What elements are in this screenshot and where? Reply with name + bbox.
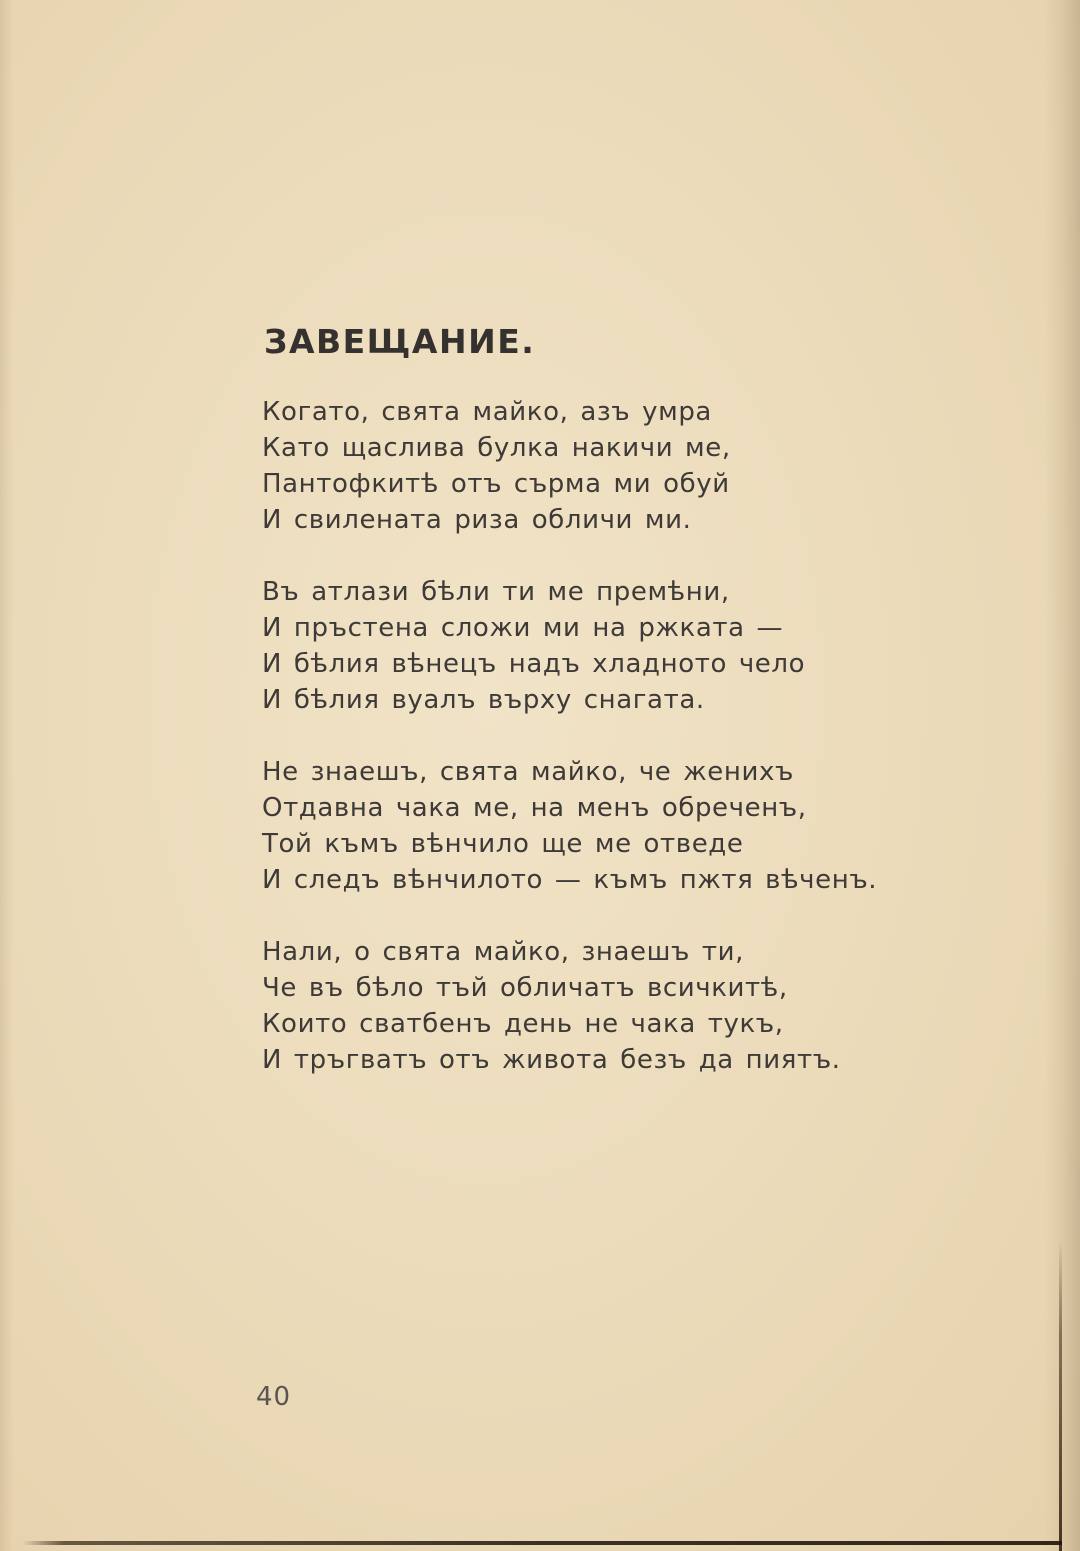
poem-line: Той къмъ вѣнчило ще ме отведе (262, 829, 744, 859)
poem-line: И тръгватъ отъ живота безъ да пиятъ. (262, 1045, 841, 1075)
poem-line: Отдавна чака ме, на менъ обреченъ, (262, 793, 807, 823)
page-left-edge-shadow (0, 0, 14, 1551)
page-bottom-edge (22, 1541, 1062, 1545)
poem-line: Не знаешъ, свята майко, че женихъ (262, 757, 794, 787)
stanza-1 (262, 394, 962, 538)
poem-line: Които сватбенъ день не чака тукъ, (262, 1009, 784, 1039)
poem-line: Когато, свята майко, азъ умра (262, 397, 712, 427)
stanza-4 (262, 934, 962, 1078)
page-binding-shadow (1044, 0, 1080, 1551)
poem-line: Че въ бѣло тъй обличатъ всичкитѣ, (262, 973, 788, 1003)
page-number: 40 (256, 1382, 292, 1412)
poem-line: И свилената риза обличи ми. (262, 505, 692, 535)
poem-line: И следъ вѣнчилото — къмъ пжтя вѣченъ. (262, 865, 878, 895)
poem-line: Въ атлази бѣли ти ме премѣни, (262, 577, 730, 607)
page-binding-line (1059, 1240, 1062, 1551)
poem-line: Като щаслива булка накичи ме, (262, 433, 731, 463)
poem-line: И пръстена сложи ми на ржката — (262, 613, 784, 643)
poem-line: Нали, о свята майко, знаешъ ти, (262, 937, 744, 967)
poem-line: И бѣлия вѣнецъ надъ хладното чело (262, 649, 806, 679)
poem (262, 320, 962, 1114)
poem-line: И бѣлия вуалъ върху снагата. (262, 685, 705, 715)
poem-title: ЗАВЕЩАНИЕ. (264, 322, 536, 361)
stanza-2 (262, 574, 962, 718)
poem-line: Пантофкитѣ отъ сърма ми обуй (262, 469, 730, 499)
stanza-3 (262, 754, 962, 898)
